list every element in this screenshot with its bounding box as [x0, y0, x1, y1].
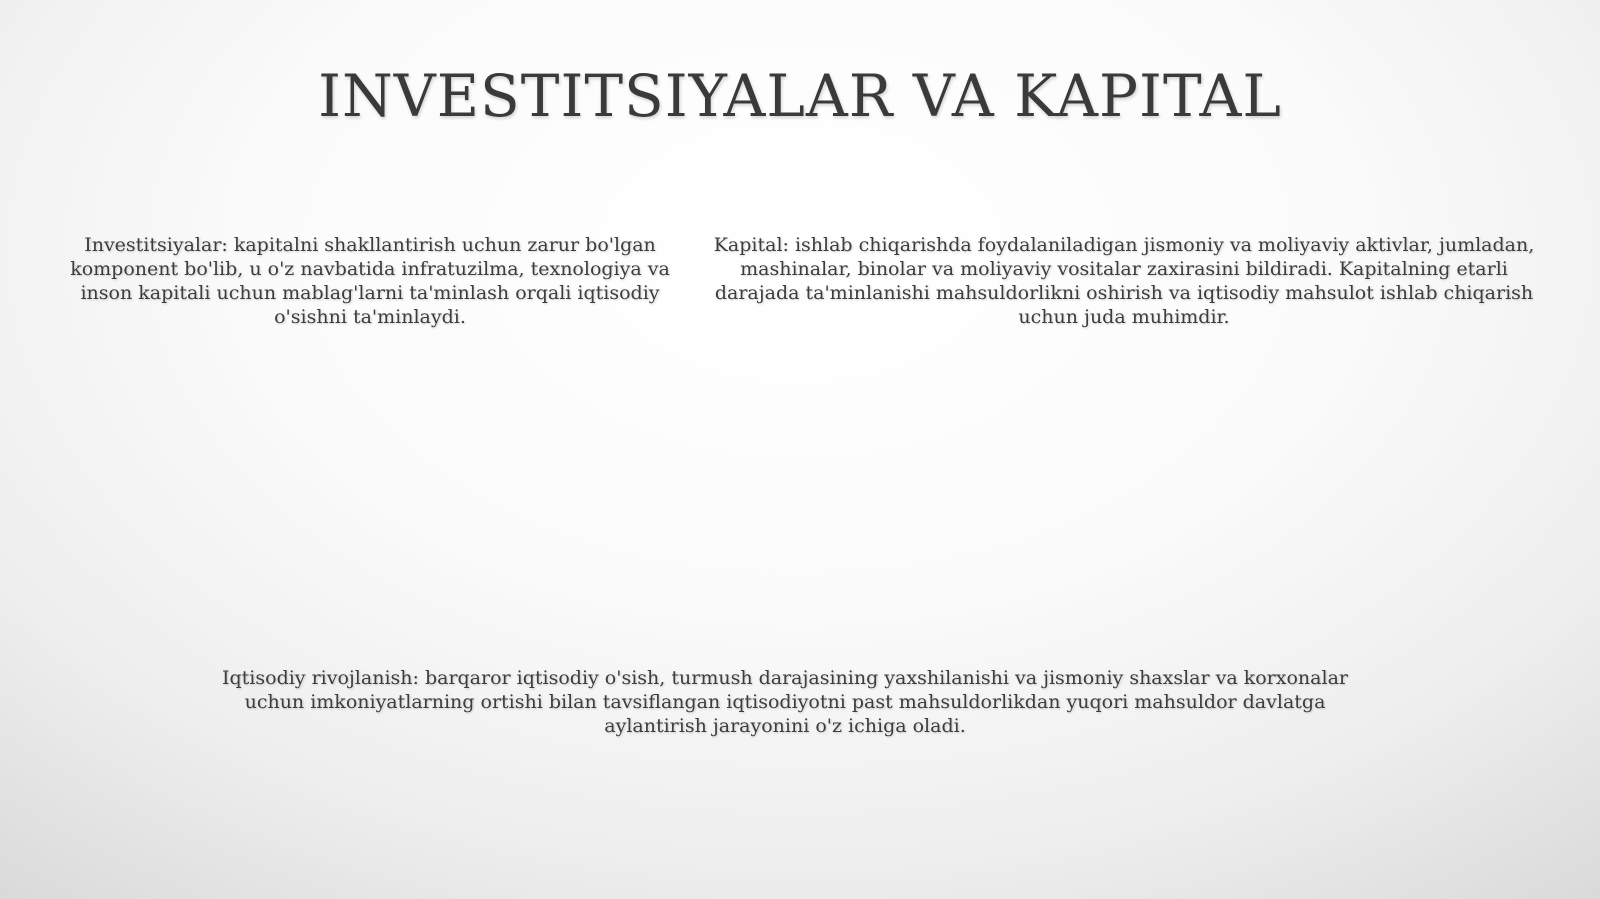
capital-paragraph: Kapital: ishlab chiqarishda foydalaniladigan jismoniy va moliyaviy aktivlar, jumladan, mashinalar, binolar va moliyaviy vositalar zaxirasini bildiradi. Kapitalning etarli darajada ta'minlanishi mahsuldorlikni oshirish va iqtisodiy mahsulot ishlab chiqarish uchun juda muhimdir.: [713, 234, 1535, 328]
economic-development-paragraph: Iqtisodiy rivojlanish: barqaror iqtisodiy o'sish, turmush darajasining yaxshilanishi va jismoniy shaxslar va korxonalar uchun imkoniyatlarning ortishi bilan tavsiflangan iqtisodiyotni past mahsuldorlikdan yuqori mahsuldor davlatga aylantirish jarayonini o'z ichiga oladi.: [222, 667, 1348, 737]
investments-paragraph: Investitsiyalar: kapitalni shakllantirish uchun zarur bo'lgan komponent bo'lib, u o'z navbatida infratuzilma, texnologiya va inson kapitali uchun mablag'larni ta'minlash orqali iqtisodiy o'sishni ta'minlaydi.: [70, 234, 670, 328]
slide-title: INVESTITSIYALAR VA KAPITAL: [318, 62, 1282, 130]
